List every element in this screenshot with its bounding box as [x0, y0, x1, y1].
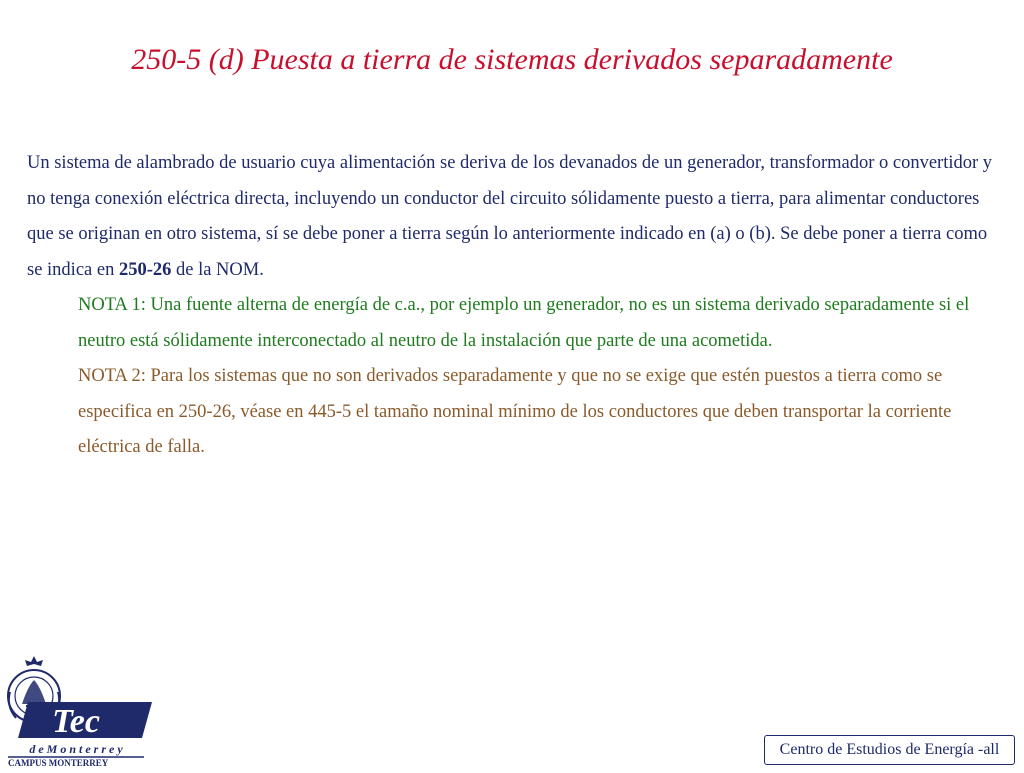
logo-brand: Tec [52, 703, 100, 740]
nota-1: NOTA 1: Una fuente alterna de energía de c.a., por ejemplo un generador, no es un sistema derivado separadamente si el neutro está sólidamente interconectado al neutro de la instalación que parte de una acometida. [78, 295, 970, 351]
tec-monterrey-logo [4, 652, 154, 768]
nota-2: NOTA 2: Para los sistemas que no son derivados separadamente y que no se exige que estén puestos a tierra como se especifica en 250-26, véase en 445-5 el tamaño nominal mínimo de los conductores que deben transportar la corriente eléctrica de falla. [78, 366, 952, 457]
tec-logo-graphic [4, 652, 154, 768]
main-paragraph-text: Un sistema de alambrado de usuario cuya alimentación se deriva de los devanados de un generador, transformador o convertidor y no tenga conexión eléctrica directa, incluyendo un conductor del circuito sólidamente puesto a tierra, para alimentar conductores que se originan en otro sistema, sí se debe poner a tierra según lo anteriormente indicado en (a) o (b). Se debe poner a tierra como se indica en [27, 153, 993, 280]
main-paragraph-end: de la NOM. [171, 259, 264, 280]
logo-campus: CAMPUS MONTERREY [8, 758, 109, 768]
logo-subtitle: d e M o n t e r r e y [29, 742, 123, 756]
slide-title: 250-5 (d) Puesta a tierra de sistemas derivados separadamente [131, 43, 893, 76]
reference-250-26: 250-26 [118, 259, 172, 280]
slide-body [27, 146, 1002, 466]
footer-label: Centro de Estudios de Energía -all [764, 735, 1015, 765]
main-paragraph [27, 146, 1002, 288]
